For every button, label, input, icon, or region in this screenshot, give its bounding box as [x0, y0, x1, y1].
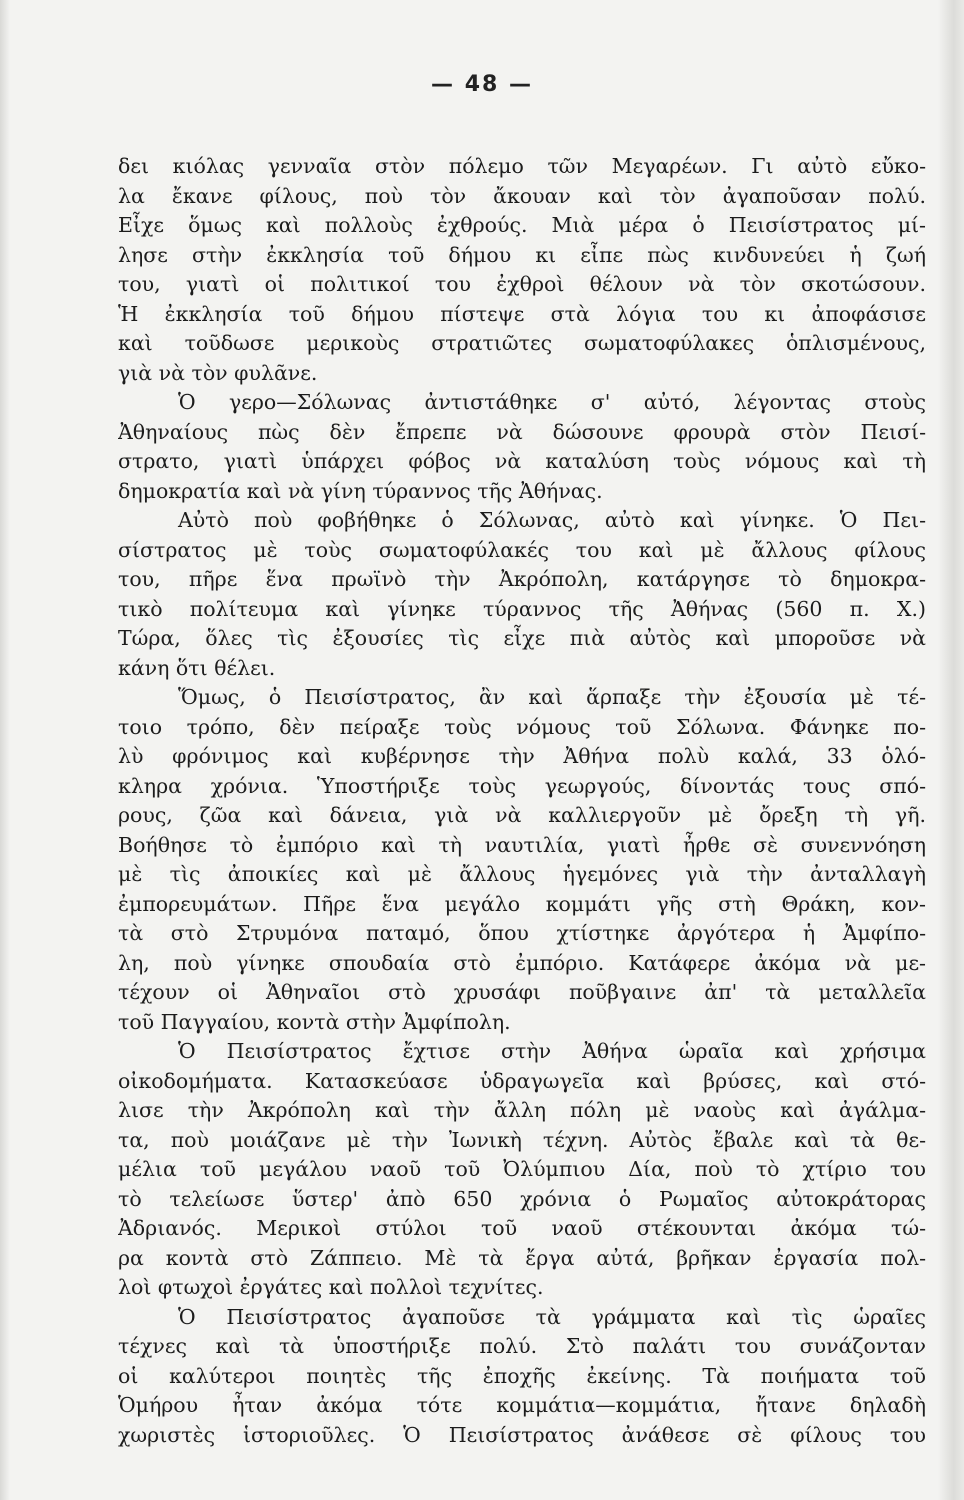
- text-line: λοὶ φτωχοὶ ἐργάτες καὶ πολλοὶ τεχνίτες.: [118, 1275, 544, 1299]
- text-line: τικὸ πολίτευμα καὶ γίνηκε τύραννος τῆς Ἀθήνας (560 π. Χ.): [118, 596, 926, 621]
- text-line: καὶ τοῦδωσε μερικοὺς στρατιῶτες σωματοφύλακες ὁπλισμένους,: [118, 331, 926, 355]
- text-line: δει κιόλας γενναῖα στὸν πόλεμο τῶν Μεγαρέων. Γι αὐτὸ εὔκο-: [118, 154, 926, 178]
- text-line: λισε τὴν Ἀκρόπολη καὶ τὴν ἄλλη πόλη μὲ ναοὺς καὶ ἀγάλμα-: [118, 1098, 926, 1122]
- text-line: σίστρατος μὲ τοὺς σωματοφύλακές του καὶ μὲ ἄλλους φίλους: [118, 537, 926, 562]
- text-line: λησε στὴν ἐκκλησία τοῦ δήμου κι εἶπε πὼς κινδυνεύει ἡ ζωή: [118, 242, 926, 267]
- text-line: ρα κοντὰ στὸ Ζάππειο. Μὲ τὰ ἔργα αὐτά, βρῆκαν ἐργασία πολ-: [118, 1245, 926, 1270]
- text-line: Εἶχε ὅμως καὶ πολλοὺς ἐχθρούς. Μιὰ μέρα ὁ Πεισίστρατος μί-: [118, 213, 926, 237]
- text-line: οἰκοδομήματα. Κατασκεύασε ὑδραγωγεῖα καὶ βρύσες, καὶ στό-: [118, 1068, 926, 1093]
- text-line: Ὅμως, ὁ Πεισίστρατος, ἂν καὶ ἅρπαξε τὴν ἐξουσία μὲ τέ-: [178, 685, 926, 709]
- text-line: στρατο, γιατὶ ὑπάρχει φόβος νὰ καταλύση τοὺς νόμους καὶ τὴ: [118, 449, 926, 473]
- text-line: του, πῆρε ἕνα πρωϊνὸ τὴν Ἀκρόπολη, κατάργησε τὸ δημοκρα-: [118, 567, 926, 591]
- text-line: τὸ τελείωσε ὕστερ' ἀπὸ 650 χρόνια ὁ Ρωμαῖος αὐτοκράτορας: [118, 1186, 926, 1211]
- text-line: Αὐτὸ ποὺ φοβήθηκε ὁ Σόλωνας, αὐτὸ καὶ γίνηκε. Ὁ Πει-: [178, 508, 926, 532]
- text-line: τοιο τρόπο, δὲν πείραξε τοὺς νόμους τοῦ Σόλωνα. Φάνηκε πο-: [118, 714, 926, 739]
- text-line: λὺ φρόνιμος καὶ κυβέρνησε τὴν Ἀθήνα πολὺ καλά, 33 ὁλό-: [118, 744, 926, 768]
- text-line: Ἀθηναίους πὼς δὲν ἔπρεπε νὰ δώσουνε φρουρὰ στὸν Πεισί-: [118, 419, 926, 444]
- text-line: Ἀδριανός. Μερικοὶ στύλοι τοῦ ναοῦ στέκουνται ἀκόμα τώ-: [118, 1216, 926, 1240]
- text-line: χωριστὲς ἱστοριοῦλες. Ὁ Πεισίστρατος ἀνάθεσε σὲ φίλους του: [118, 1422, 926, 1447]
- page-edge-shadow-right: [938, 0, 964, 1500]
- text-line: λα ἔκανε φίλους, ποὺ τὸν ἄκουαν καὶ τὸν ἀγαποῦσαν πολύ.: [118, 183, 926, 208]
- text-line: τοῦ Παγγαίου, κοντὰ στὴν Ἀμφίπολη.: [118, 1009, 511, 1034]
- text-line: Ὁ Πεισίστρατος ἔχτισε στὴν Ἀθήνα ὡραῖα καὶ χρήσιμα: [178, 1039, 926, 1063]
- text-line: Ὁμήρου ἦταν ἀκόμα τότε κομμάτια—κομμάτια, ἤτανε δηλαδὴ: [118, 1393, 926, 1417]
- text-line: ρους, ζῶα καὶ δάνεια, γιὰ νὰ καλλιεργοῦν μὲ ὄρεξη τὴ γῆ.: [118, 803, 926, 827]
- text-line: οἱ καλύτεροι ποιητὲς τῆς ἐποχῆς ἐκείνης. Τὰ ποιήματα τοῦ: [118, 1363, 926, 1388]
- text-line: Ἡ ἐκκλησία τοῦ δήμου πίστεψε στὰ λόγια του κι ἀποφάσισε: [118, 301, 926, 326]
- text-line: τέχουν οἱ Ἀθηναῖοι στὸ χρυσάφι ποῦβγαινε ἀπ' τὰ μεταλλεῖα: [118, 980, 926, 1004]
- text-line: Βοήθησε τὸ ἐμπόριο καὶ τὴ ναυτιλία, γιατὶ ἦρθε σὲ συνεννόηση: [118, 832, 926, 857]
- text-line: Ὁ Πεισίστρατος ἀγαποῦσε τὰ γράμματα καὶ τὶς ὡραῖες: [178, 1304, 926, 1329]
- text-line: κάνη ὅτι θέλει.: [118, 655, 276, 680]
- text-line: τέχνες καὶ τὰ ὑποστήριξε πολύ. Στὸ παλάτι του συνάζονταν: [118, 1334, 926, 1358]
- text-line: δημοκρατία καὶ νὰ γίνη τύραννος τῆς Ἀθήνας.: [118, 478, 603, 503]
- text-line: κληρα χρόνια. Ὑποστήριξε τοὺς γεωργούς, δίνοντάς τους σπό-: [118, 773, 926, 798]
- page-edge-shadow-left: [0, 0, 10, 1500]
- body-text: [118, 152, 926, 1450]
- text-line: λη, ποὺ γίνηκε σπουδαία στὸ ἐμπόριο. Κατάφερε ἀκόμα νὰ με-: [118, 950, 926, 975]
- text-line: ἐμπορευμάτων. Πῆρε ἕνα μεγάλο κομμάτι γῆς στὴ Θράκη, κον-: [118, 891, 926, 916]
- text-line: μὲ τὶς ἀποικίες καὶ μὲ ἄλλους ἡγεμόνες γιὰ τὴν ἀνταλλαγὴ: [118, 862, 926, 886]
- text-line: Ὁ γερο—Σόλωνας ἀντιστάθηκε σ' αὐτό, λέγοντας στοὺς: [178, 390, 926, 414]
- page-number: — 48 —: [431, 72, 533, 97]
- text-line: του, γιατὶ οἱ πολιτικοί του ἐχθροὶ θέλουν νὰ τὸν σκοτώσουν.: [118, 272, 926, 296]
- text-line: μέλια τοῦ μεγάλου ναοῦ τοῦ Ὀλύμπιου Δία, ποὺ τὸ χτίριο του: [118, 1157, 926, 1181]
- text-line: γιὰ νὰ τὸν φυλᾶνε.: [118, 360, 318, 385]
- text-line: τα, ποὺ μοιάζανε μὲ τὴν Ἰωνικὴ τέχνη. Αὐτὸς ἔβαλε καὶ τὰ θε-: [118, 1127, 926, 1152]
- text-line: Τώρα, ὅλες τὶς ἐξουσίες τὶς εἶχε πιὰ αὐτὸς καὶ μποροῦσε νὰ: [118, 626, 926, 650]
- text-line: τὰ στὸ Στρυμόνα παταμό, ὅπου χτίστηκε ἀργότερα ἡ Ἀμφίπο-: [118, 921, 926, 945]
